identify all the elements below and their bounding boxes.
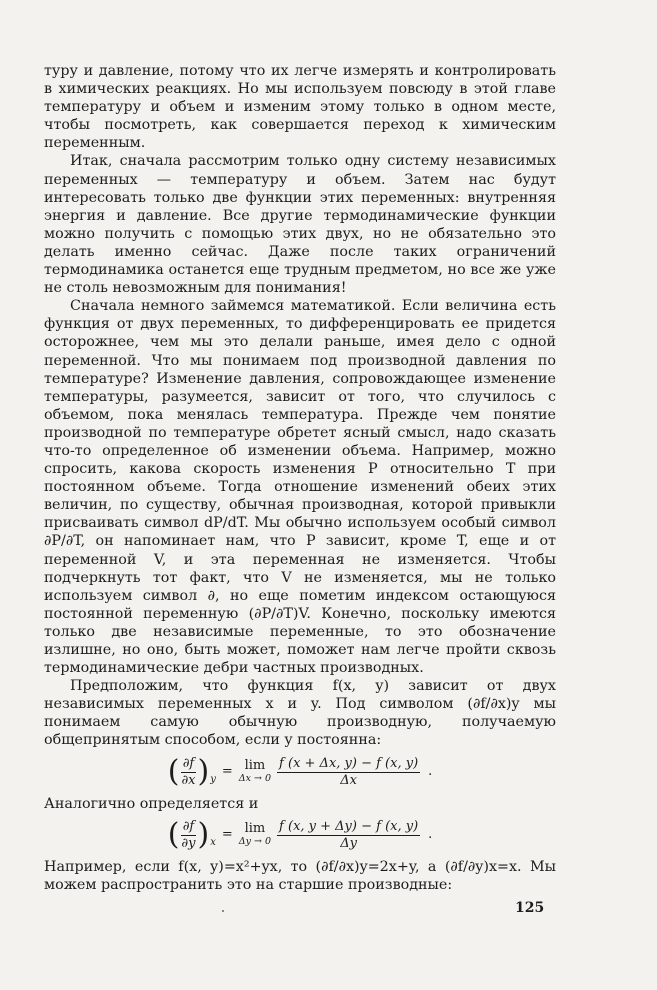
print-speck [222, 910, 224, 912]
partial-numerator: ∂f [182, 755, 195, 771]
difference-quotient [277, 819, 420, 852]
left-paren: ( [167, 754, 180, 790]
limit [239, 759, 271, 785]
equals-sign: = [221, 827, 233, 843]
period: . [428, 827, 433, 843]
page-number: 125 [515, 900, 545, 916]
right-paren: ) [197, 754, 210, 790]
partial-denominator: ∂x [181, 772, 196, 788]
paragraph-4: Предположим, что функция f(x, y) зависит от двух независимых переменных x и y. Под символом (∂f/∂x)y мы понимаем самую обычную производную, получаемую общепринятым способом, если y постоянна: [44, 678, 556, 749]
partial-fraction [179, 756, 197, 789]
paragraph-3: Сначала немного займемся математикой. Если величина есть функция от двух переменных, то дифференцировать ее придется осторожнее, чем мы это делали раньше, имея дело с одной переменной. Что мы понимаем под производной давления по температуре? Изменение давления, сопровождающее изменение температуры, разумеется, зависит от того, что случилось с объемом, пока менялась температура. Прежде чем понятие производной по температуре обретет ясный смысл, надо сказать что-то определенное об изменении объема. Например, можно спросить, какова скорость изменения P относительно T при постоянном объеме. Тогда отношение изменений обеих этих величин, по существу, обычная производная, которой привыкли присваивать символ dP/dT. Мы обычно используем особый символ ∂P/∂T, он напоминает нам, что P зависит, кроме T, еще и от переменной V, и эта переменная не изменяется. Чтобы подчеркнуть тот факт, что V не изменяется, мы не только используем символ ∂, но еще пометим индексом остающуюся постоянной переменную (∂P/∂T)V. Конечно, поскольку имеются только две независимые переменные, то это обозначение излишне, но оно, быть может, поможет нам легче пройти сквозь термодинамические дебри частных производных. [44, 298, 556, 677]
right-paren: ) [197, 817, 210, 853]
closing-text: Например, если f(x, y)=x²+yx, то (∂f/∂x)y=2x+y, а (∂f/∂y)x=x. Мы можем распространить это на старшие производные: [44, 858, 556, 893]
limit-word: lim [244, 821, 266, 837]
left-paren: ( [167, 817, 180, 853]
formula-partial-y [44, 819, 556, 852]
quotient-numerator: f (x, y + Δy) − f (x, y) [279, 818, 419, 834]
body-text [44, 62, 556, 894]
limit-condition: Δy → 0 [238, 836, 272, 848]
partial-numerator: ∂f [182, 818, 195, 834]
constant-subscript: x [210, 837, 216, 849]
difference-quotient [277, 756, 420, 789]
limit [239, 822, 271, 848]
paragraph-1: туру и давление, потому что их легче измерять и контролировать в химических реакциях. Но мы используем повсюду в этой главе температуру и объем и изменим этому только в одном месте, чтобы посмотреть, как совершается переход к химическим переменным. [44, 63, 556, 152]
quotient-denominator: Δx [340, 772, 357, 788]
equals-sign: = [221, 764, 233, 780]
quotient-denominator: Δy [340, 835, 357, 851]
between-text: Аналогично определяется и [44, 795, 259, 812]
limit-condition: Δx → 0 [238, 773, 272, 785]
limit-word: lim [244, 758, 266, 774]
constant-subscript: y [210, 774, 216, 786]
formula-partial-x [44, 756, 556, 789]
paragraph-2: Итак, сначала рассмотрим только одну систему независимых переменных — температуру и объем. Затем нас будут интересовать только две функции этих переменных: внутренняя энергия и давление. Все другие термодинамические функции можно получить с помощью этих двух, но не обязательно это делать именно сейчас. Даже после таких ограничений термодинамика останется еще трудным предметом, но все же уже не столь невозможным для понимания! [44, 153, 556, 297]
partial-denominator: ∂y [181, 835, 196, 851]
quotient-numerator: f (x + Δx, y) − f (x, y) [279, 755, 419, 771]
partial-fraction [179, 819, 197, 852]
period: . [428, 764, 433, 780]
